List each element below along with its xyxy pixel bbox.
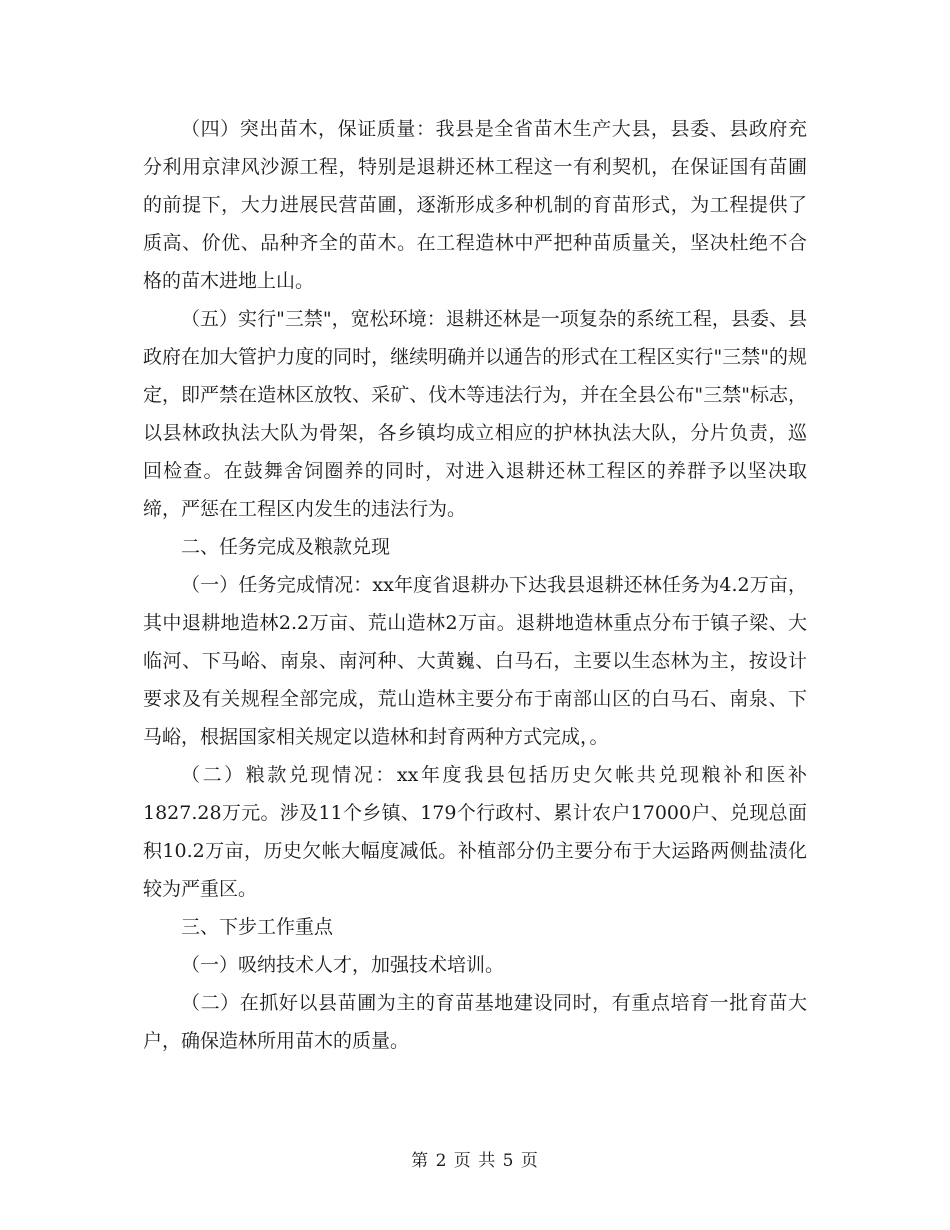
paragraph-nursery-base: （二）在抓好以县苗圃为主的育苗基地建设同时，有重点培育一批育苗大户，确保造林所用苗木的质量。 (143, 992, 807, 1052)
document-body (143, 110, 807, 1060)
page-footer: 第 2 页 共 5 页 (411, 1151, 539, 1171)
paragraph-task-completion: （一）任务完成情况：xx年度省退耕办下达我县退耕还林任务为4.2万亩，其中退耕地造林2.2万亩、荒山造林2万亩。退耕地造林重点分布于镇子梁、大临河、下马峪、南泉、南河种、大黄巍、白马石，主要以生态林为主，按设计要求及有关规程全部完成，荒山造林主要分布于南部山区的白马石、南泉、下马峪，根据国家相关规定以造林和封育两种方式完成，。 (143, 574, 807, 748)
paragraph-seedlings-quality: （四）突出苗木，保证质量：我县是全省苗木生产大县，县委、县政府充分利用京津风沙源工程，特别是退耕还林工程这一有利契机，在保证国有苗圃的前提下，大力进展民营苗圃，逐渐形成多种机制的育苗形式，为工程提供了质高、价优、品种齐全的苗木。在工程造林中严把种苗质量关，坚决杜绝不合格的苗木进地上山。 (143, 118, 807, 292)
paragraph-technical-training: （一）吸纳技术人才，加强技术培训。 (181, 954, 505, 976)
paragraph-three-bans: （五）实行"三禁"，宽松环境：退耕还林是一项复杂的系统工程，县委、县政府在加大管护力度的同时，继续明确并以通告的形式在工程区实行"三禁"的规定，即严禁在造林区放牧、采矿、伐木等违法行为，并在全县公布"三禁"标志，以县林政执法大队为骨架，各乡镇均成立相应的护林执法大队，分片负责，巡回检查。在鼓舞舍饲圈养的同时，对进入退耕还林工程区的养群予以坚决取缔，严惩在工程区内发生的违法行为。 (143, 308, 807, 520)
section-heading-next-steps: 三、下步工作重点 (181, 916, 334, 938)
section-heading-task-completion: 二、任务完成及粮款兑现 (181, 536, 391, 558)
paragraph-funds-payment: （二）粮款兑现情况：xx年度我县包括历史欠帐共兑现粮补和医补1827.28万元。涉及11个乡镇、179个行政村、累计农户17000户、兑现总面积10.2万亩，历史欠帐大幅度减低。补植部分仍主要分布于大运路两侧盐渍化较为严重区。 (143, 764, 807, 900)
